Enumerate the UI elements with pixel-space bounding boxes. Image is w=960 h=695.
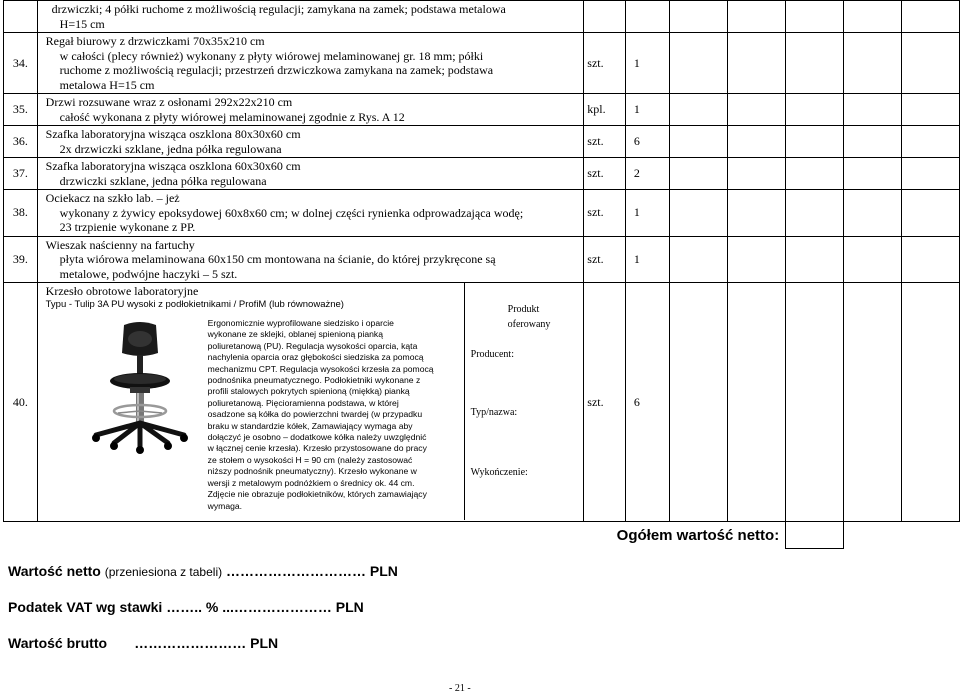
feature-line: w łącznej cenie krzesła). Krzesło przystosowane do pracy [207, 443, 427, 454]
table-row-item-40 [4, 283, 960, 522]
desc-line: Szafka laboratoryjna wisząca oszklona 80x30x60 cm [45, 127, 301, 141]
item-number: 34. [4, 33, 38, 94]
empty-cell [844, 283, 902, 522]
netto-dots: ………………………… [226, 563, 367, 579]
empty-cell [728, 158, 786, 190]
feature-line: profili stalowych pokrytych spienioną (miękką) pianką [207, 386, 410, 397]
desc-line: Szafka laboratoryjna wisząca oszklona 60x30x60 cm [45, 159, 301, 173]
feature-line: osadzone są kółka do powierzchni twardej (w przypadku [207, 409, 423, 420]
column-divider [464, 283, 465, 520]
item-unit: szt. [584, 158, 626, 190]
desc-line: Regał biurowy z drzwiczkami 70x35x210 cm [45, 34, 265, 48]
empty-cell [786, 158, 844, 190]
item-number: 35. [4, 94, 38, 126]
total-label: Ogółem wartość netto: [4, 522, 786, 549]
brutto-currency: PLN [250, 635, 279, 651]
item-quantity: 1 [625, 33, 669, 94]
feature-line: mechanizmu CPT. Regulacja wysokości krzesła za pomocą [207, 363, 434, 374]
total-row [4, 522, 960, 549]
empty-cell [728, 236, 786, 283]
item-number [4, 1, 38, 33]
desc-line: w całości (plecy również) wykonany z płyty wiórowej melaminowanej gr. 18 mm; półki [59, 48, 484, 63]
feature-line: Ergonomicznie wyprofilowane siedzisko i oparcie [207, 318, 394, 328]
empty-cell [902, 94, 960, 126]
empty-cell [728, 94, 786, 126]
vat-label: Podatek VAT wg stawki [8, 599, 163, 615]
item-subtitle: Typu - Tulip 3A PU wysoki z podłokietnikami / ProfiM (lub równoważne) [45, 299, 344, 310]
table-row [4, 126, 960, 158]
desc-line: ruchome z możliwością regulacji; przestrzeń drzwiczkowa zamykana na zamek; podstawa [59, 63, 494, 77]
item-description [37, 94, 584, 126]
item-description [37, 190, 584, 237]
offer-label: Wykończenie: [470, 467, 528, 478]
feature-description [208, 318, 443, 512]
item-description [37, 236, 584, 283]
item-quantity: 1 [625, 236, 669, 283]
empty-cell [670, 94, 728, 126]
item-number: 40. [4, 283, 38, 522]
empty-cell [670, 236, 728, 283]
brutto-dots: …………………… [134, 635, 247, 651]
empty-cell [728, 283, 786, 522]
empty-cell [728, 1, 786, 33]
empty-cell [670, 283, 728, 522]
empty-cell [902, 190, 960, 237]
table-row [4, 33, 960, 94]
empty-cell [728, 126, 786, 158]
table-row [4, 236, 960, 283]
vat-dots-2: ...………………… [222, 599, 332, 615]
item-unit: szt. [584, 236, 626, 283]
feature-line: dołączyć je osobno – dodatkowe kółka należy uwzględnić [207, 432, 427, 443]
empty-cell [786, 236, 844, 283]
empty-cell [902, 158, 960, 190]
item-number: 38. [4, 190, 38, 237]
table-row [4, 190, 960, 237]
feature-line: niższy podnośnik pneumatyczny). Krzesło wykonane w [207, 466, 417, 477]
offer-label: Producent: [470, 349, 514, 360]
desc-line: Drzwi rozsuwane wraz z osłonami 292x22x210 cm [45, 95, 293, 109]
desc-line: całość wykonana z płyty wiórowej melaminowanej zgodnie z Rys. A 12 [59, 109, 405, 124]
feature-line: wykonane ze sklejki, oblanej spienioną pianką [207, 329, 383, 340]
total-value-cell [786, 522, 844, 549]
desc-line: płyta wiórowa melaminowana 60x150 cm montowana na ścianie, do której przykręcone są [59, 252, 496, 266]
empty-cell [844, 236, 902, 283]
item-unit: szt. [584, 190, 626, 237]
item-description [37, 1, 584, 33]
page-number: - 21 - [449, 683, 471, 694]
desc-line: H=15 cm [59, 16, 105, 31]
empty-cell [670, 190, 728, 237]
empty-cell [902, 522, 960, 549]
feature-line: ze stołem o wysokości H = 90 cm (należy zastosować [207, 454, 413, 465]
item-unit [584, 1, 626, 33]
offer-label: Typ/nazwa: [470, 407, 518, 418]
feature-line: wersji z metalowym podnóżkiem o średnicy ok. 44 cm. [207, 477, 415, 488]
netto-note: (przeniesiona z tabeli) [104, 565, 223, 579]
empty-cell [670, 158, 728, 190]
feature-line: wymaga. [207, 500, 243, 511]
empty-cell [902, 283, 960, 522]
item-number: 37. [4, 158, 38, 190]
item-quantity [625, 1, 669, 33]
feature-line: Zdjęcie nie obrazuje podłokietników, których zamawiający [207, 489, 427, 500]
desc-line: Ociekacz na szkło lab. – jeż [45, 191, 180, 205]
empty-cell [786, 33, 844, 94]
chair-photo [76, 319, 204, 454]
desc-line: drzwiczki szklane, jedna półka regulowana [59, 173, 267, 188]
item-quantity: 1 [625, 190, 669, 237]
table-row [4, 158, 960, 190]
empty-cell [844, 158, 902, 190]
desc-line: wykonany z żywicy epoksydowej 60x8x60 cm; w dolnej części rynienka odprowadzająca wodę; [59, 205, 524, 220]
empty-cell [902, 1, 960, 33]
brutto-label: Wartość brutto [8, 635, 108, 651]
desc-line: drzwiczki; 4 półki ruchome z możliwością regulacji; zamykana na zamek; podstawa metalowa [51, 2, 506, 16]
desc-line: 23 trzpienie wykonane z PP. [59, 220, 196, 234]
empty-cell [844, 126, 902, 158]
desc-line: Wieszak naścienny na fartuchy [45, 237, 195, 252]
empty-cell [670, 126, 728, 158]
empty-cell [728, 33, 786, 94]
desc-line: metalowa H=15 cm [59, 77, 155, 92]
empty-cell [902, 126, 960, 158]
empty-cell [786, 94, 844, 126]
item-description [37, 158, 584, 190]
items-table [3, 0, 960, 549]
vat-currency: PLN [335, 599, 364, 615]
empty-cell [670, 1, 728, 33]
empty-cell [902, 33, 960, 94]
netto-label: Wartość netto [8, 563, 101, 579]
item-unit: szt. [584, 283, 626, 522]
feature-line: poliuretanową (PU). Regulacja wysokości oparcia, kąta [207, 340, 418, 351]
item-quantity: 6 [625, 283, 669, 522]
item-unit: szt. [584, 33, 626, 94]
empty-cell [728, 190, 786, 237]
empty-cell [844, 1, 902, 33]
item-unit: kpl. [584, 94, 626, 126]
table-row [4, 94, 960, 126]
item-quantity: 6 [625, 126, 669, 158]
empty-cell [670, 33, 728, 94]
empty-cell [902, 236, 960, 283]
desc-line: 2x drzwiczki szklane, jedna półka regulowana [59, 141, 282, 156]
item-description [37, 283, 584, 522]
empty-cell [786, 283, 844, 522]
item-description [37, 33, 584, 94]
empty-cell [844, 94, 902, 126]
empty-cell [786, 126, 844, 158]
vat-percent: % [205, 599, 219, 615]
summary-brutto [8, 635, 278, 651]
item-title: Krzesło obrotowe laboratoryjne [45, 284, 199, 298]
table-row [4, 1, 960, 33]
empty-cell [844, 522, 902, 549]
item-quantity: 2 [625, 158, 669, 190]
item-quantity: 1 [625, 94, 669, 126]
empty-cell [844, 190, 902, 237]
feature-line: nachylenia oparcia oraz głębokości siedziska za pomocą [207, 352, 424, 363]
item-description [37, 126, 584, 158]
item-number: 39. [4, 236, 38, 283]
offer-header: Produkt oferowany [507, 304, 551, 330]
feature-line: braku w standardzie kółek, Zamawiający wymaga aby [207, 420, 413, 431]
item-number: 36. [4, 126, 38, 158]
empty-cell [786, 190, 844, 237]
summary-netto [8, 563, 398, 579]
feature-line: podnośnika pneumatycznego. Podłokietniki wykonane z [207, 375, 421, 386]
vat-dots: …….. [166, 599, 202, 615]
feature-line: poliuretanową. Pięcioramienna podstawa, w której [207, 397, 399, 408]
netto-currency: PLN [369, 563, 398, 579]
empty-cell [786, 1, 844, 33]
summary-vat [8, 599, 364, 615]
empty-cell [844, 33, 902, 94]
desc-line: metalowe, podwójne haczyki – 5 szt. [59, 266, 238, 281]
item-unit: szt. [584, 126, 626, 158]
